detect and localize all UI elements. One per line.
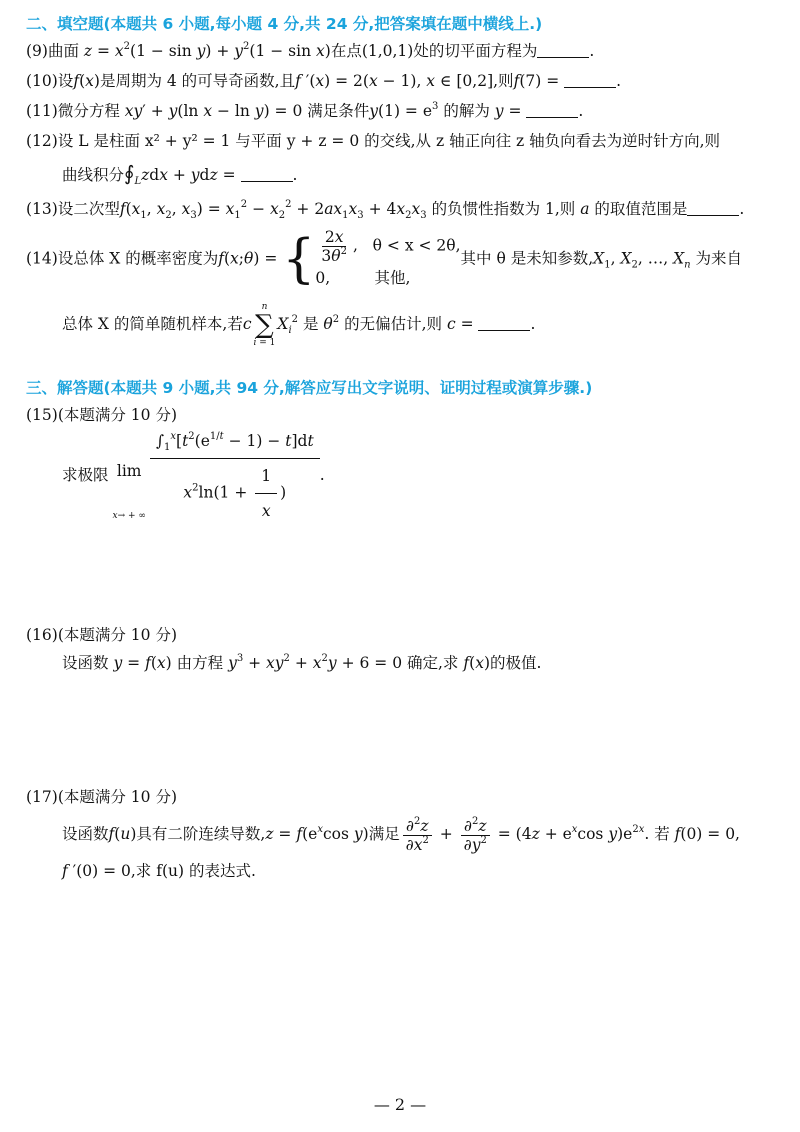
limit-expression: $\int_1^x[t^2(e^{1/t} - 1) - t]dt$ $x^2\ln(1$ + $\frac{1}{x}$ ): [150, 428, 320, 524]
question-14-line2: 总体 X 的简单随机样本,若c n ∑ i = 1 $X_i^2$ 是 $\theta^2$ 的无偏估计,则 c = .: [62, 302, 536, 348]
answer-blank[interactable]: [526, 103, 578, 118]
question-17-header: (17)(本题满分 10 分): [26, 788, 177, 806]
question-12-line2: 曲线积分$∮_Lzdx$ + ydz = .: [62, 161, 298, 187]
question-14-line1: (14)设总体 X 的概率密度为f(x;θ) = { $\frac{2x}{3\theta^2}$ , θ < x < 2θ, 0, 其他, 其中 θ 是未知参数$,X_1$, $X_2$, …, $X_n$ 为来自: [26, 228, 743, 290]
section-fill-in-title: 二、填空题(本题共 6 小题,每小题 4 分,共 24 分,把答案填在题中横线上.): [26, 15, 543, 33]
question-15-header: (15)(本题满分 10 分): [26, 406, 177, 424]
answer-blank[interactable]: [687, 201, 739, 216]
page-number: — 2 —: [373, 1095, 427, 1114]
piecewise-density: $\frac{2x}{3\theta^2}$ , θ < x < 2θ, 0, 其他,: [315, 228, 461, 287]
section-solution-title: 三、解答题(本题共 9 小题,共 94 分,解答应写出文字说明、证明过程或演算步骤.): [26, 379, 593, 397]
question-10: (10)设f(x)是周期为 4 的可导奇函数,且f ′(x) = 2(x − 1), x ∈ [0,2],则f(7) = .: [26, 72, 622, 90]
question-16-body: 设函数 y = f(x) 由方程 $y^3 + xy^2 + x^2y + 6 = 0$ 确定,求 f(x)的极值.: [62, 653, 542, 672]
answer-blank[interactable]: [537, 43, 589, 58]
question-9: (9)曲面 $z = x^2(1 - \sin y) + y^2(1 - \sin x)$在点(1,0,1)处的切平面方程为 .: [26, 41, 595, 60]
question-17-body: 设函数f(u)具有二阶连续导数$,z = f(e^x\cos$ y)满足 $\frac{\partial^2z}{\partial x^2}$ + $\frac{\partial^2z}{\partial y^2}$ = ($4z + e^x\cos$ $y)e^{2x}$. 若 f(0) = 0,: [62, 815, 740, 854]
answer-blank[interactable]: [241, 167, 293, 182]
question-13: (13)设二次型$f(x_1$, $x_2$, $x_3) = x_1^2 - x_2^2 + 2ax_1x_3 + 4x_2x_3$ 的负惯性指数为 1,则 a 的取值范围是 .: [26, 199, 745, 221]
answer-blank[interactable]: [564, 73, 616, 88]
question-17-line2: f ′(0) = 0,求 f(u) 的表达式.: [62, 862, 256, 880]
question-16-header: (16)(本题满分 10 分): [26, 626, 177, 644]
question-15-body: 求极限 lim x→ + ∞ $\int_1^x[t^2(e^{1/t} - 1) - t]dt$ $x^2\ln(1$ + $\frac{1}{x}$ ) .: [62, 428, 325, 524]
question-12-line1: (12)设 L 是柱面 x² + y² = 1 与平面 y + z = 0 的交线,从 z 轴正向往 z 轴负向看去为逆时针方向,则: [26, 132, 721, 150]
question-11: (11)微分方程 xy′ + y(ln x − ln y) = 0 满足条件$y(1) = e^3$ 的解为 y = .: [26, 101, 584, 120]
answer-blank[interactable]: [478, 316, 530, 331]
